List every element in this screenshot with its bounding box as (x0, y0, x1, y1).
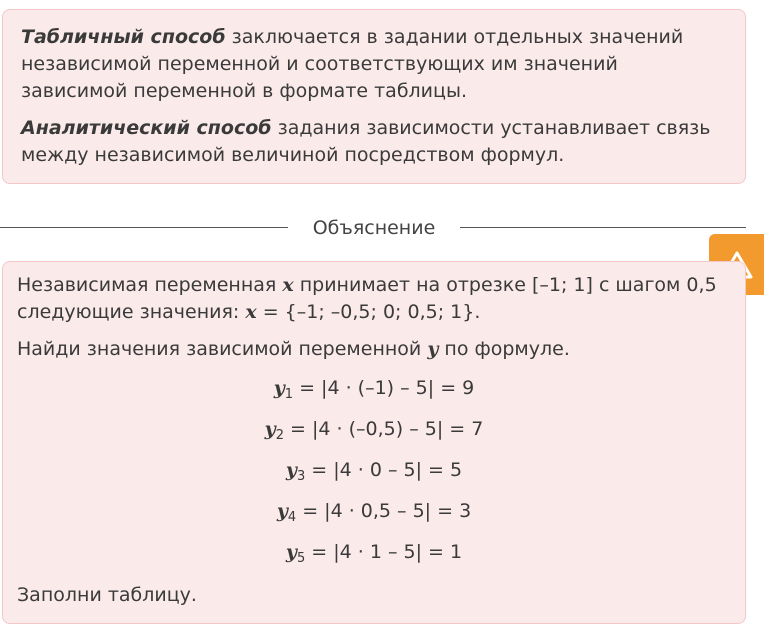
formula-variable: y (264, 418, 276, 440)
formula-expression: = |4 · (–0,5) – 5| = 7 (284, 418, 484, 440)
formula-variable: y (285, 459, 297, 481)
formula-index: 3 (296, 469, 306, 484)
formula-variable: y (285, 541, 297, 563)
explanation-card (2, 261, 746, 624)
table-method-term: Табличный способ (21, 26, 226, 48)
variable-x: x (245, 301, 257, 323)
formula-row (17, 537, 731, 578)
find-text-1: Найди значения зависимой переменной (17, 338, 428, 360)
formula-row (17, 496, 731, 537)
intro-text-1: Независимая переменная (17, 274, 283, 296)
divider-line-right (460, 227, 746, 228)
formula-variable: y (273, 377, 285, 399)
formula-expression: = |4 · (–1) – 5| = 9 (293, 377, 475, 399)
divider-line-left (0, 227, 288, 228)
formula-expression: = |4 · 0,5 – 5| = 3 (296, 500, 472, 522)
intro-text-2: принимает на отрезке [–1; 1] с шагом 0,5 следующие значения: (17, 274, 717, 323)
formula-index: 4 (287, 510, 297, 525)
find-text-2: по формуле. (438, 338, 570, 360)
find-paragraph (17, 336, 731, 363)
formula-index: 5 (296, 551, 306, 566)
analytic-method-text: задания зависимости устанавливает связь между независимой величиной посредством формул. (21, 117, 711, 166)
variable-y: y (427, 338, 439, 360)
explanation-divider (0, 214, 746, 242)
intro-text-3: = {–1; –0,5; 0; 0,5; 1}. (256, 301, 481, 323)
intro-paragraph (17, 272, 731, 326)
analytic-method-term: Аналитический способ (21, 117, 272, 139)
formula-list (17, 373, 731, 578)
formula-index: 2 (275, 428, 284, 443)
theory-card (2, 9, 746, 184)
fill-table-instruction: Заполни таблицу. (17, 584, 197, 606)
table-method-text: заключается в задании отдельных значений независимой переменной и соответствующих им значений зависимой переменной в формате таблицы. (21, 26, 684, 102)
analytic-method-paragraph (21, 115, 727, 169)
formula-variable: y (276, 500, 288, 522)
formula-row (17, 414, 731, 455)
formula-row (17, 455, 731, 496)
formula-expression: = |4 · 1 – 5| = 1 (305, 541, 463, 563)
formula-index: 1 (284, 387, 294, 402)
variable-x: x (282, 274, 294, 296)
formula-expression: = |4 · 0 – 5| = 5 (305, 459, 463, 481)
explanation-heading: Объяснение (312, 217, 436, 239)
formula-row (17, 373, 731, 414)
table-method-paragraph (21, 24, 727, 105)
